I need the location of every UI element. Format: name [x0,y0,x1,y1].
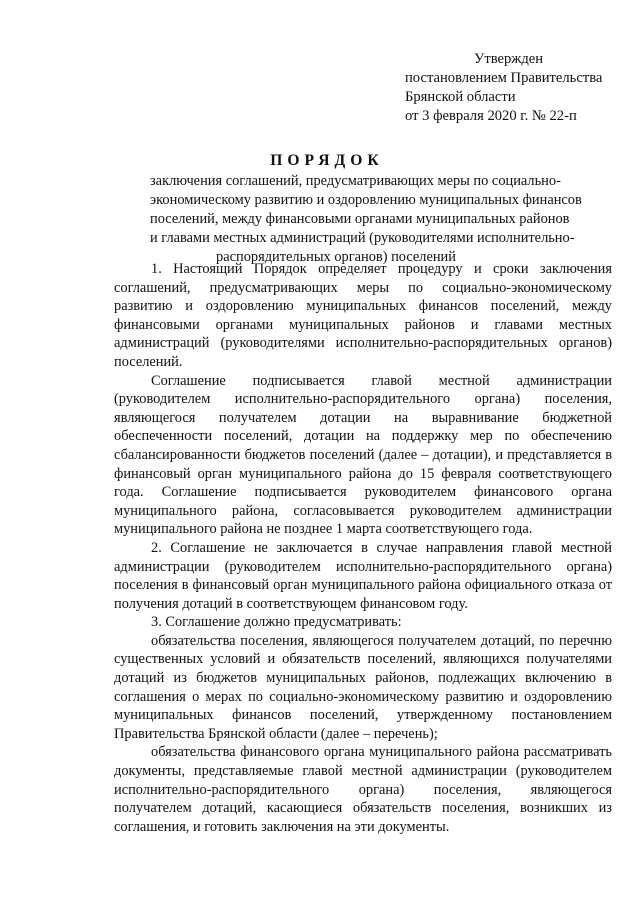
subtitle-line: и главами местных администраций (руководителями исполнительно- [150,230,575,246]
approval-line-resolution: постановлением Правительства [405,70,603,86]
approval-line-approved: Утвержден [474,51,544,67]
approval-stamp [405,50,635,126]
paragraph-3-finance-body-obligations: обязательства финансового органа муниципального района рассматривать документы, представляемые главой местной администрации (руководителем исполнительно-распорядительного органа) поселения, являющегося получателем дотаций, касающиеся обязательств поселения, возникших из соглашения, и готовить заключения на эти документы. [114,744,612,835]
approval-line-date-number: от 3 февраля 2020 г. № 22-п [405,108,577,124]
paragraph-3-settlement-obligations: обязательства поселения, являющегося получателем дотаций, по перечню существенных условий и обязательств поселений, являющихся получателями дотаций из бюджетов муниципальных районов, подлежащих включению в соглашения о мерах по социально-экономическому развитию и оздоровлению муниципальных финансов поселений, утвержденному постановлением Правительства Брянской области (далее – перечень); [114,632,612,742]
subtitle-line: поселений, между финансовыми органами муниципальных районов [150,211,570,227]
paragraph-2: 2. Соглашение не заключается в случае направления главой местной администрации (руководителем исполнительно-распорядительного органа) поселения в финансовый орган муниципального района официального отказа от получения дотаций в соответствующем финансовом году. [114,539,612,612]
paragraph-3: 3. Соглашение должно предусматривать: [151,614,402,631]
approval-line-region: Брянской области [405,89,516,105]
subtitle-line: экономическому развитию и оздоровлению муниципальных финансов [150,192,582,208]
paragraph-1: 1. Настоящий Порядок определяет процедуру и сроки заключения соглашений, предусматривающих меры по социально-экономическому развитию и оздоровлению муниципальных финансов поселений, между финансовыми органами муниципальных районов и главами местных администраций (руководителями исполнительно-распорядительных органов) поселений. [114,261,612,370]
document-title: ПОРЯДОК [270,152,384,169]
subtitle-line: заключения соглашений, предусматривающих меры по социально- [150,173,561,189]
document-subtitle [150,172,582,267]
subtitle-line: распорядительных органов) поселений [216,249,456,265]
paragraph-1-signing: Соглашение подписывается главой местной администрации (руководителем исполнительно-распорядительного органа) поселения, являющегося получателем дотации на выравнивание бюджетной обеспеченности поселений, дотации на поддержку мер по обеспечению сбалансированности бюджетов поселений (далее – дотации), и представляется в финансовый орган муниципального района до 15 февраля соответствующего года. Соглашение подписывается руководителем финансового органа муниципального района, согласовывается руководителем администрации муниципального района не позднее 1 марта соответствующего года. [114,372,612,538]
document-body [114,260,612,836]
